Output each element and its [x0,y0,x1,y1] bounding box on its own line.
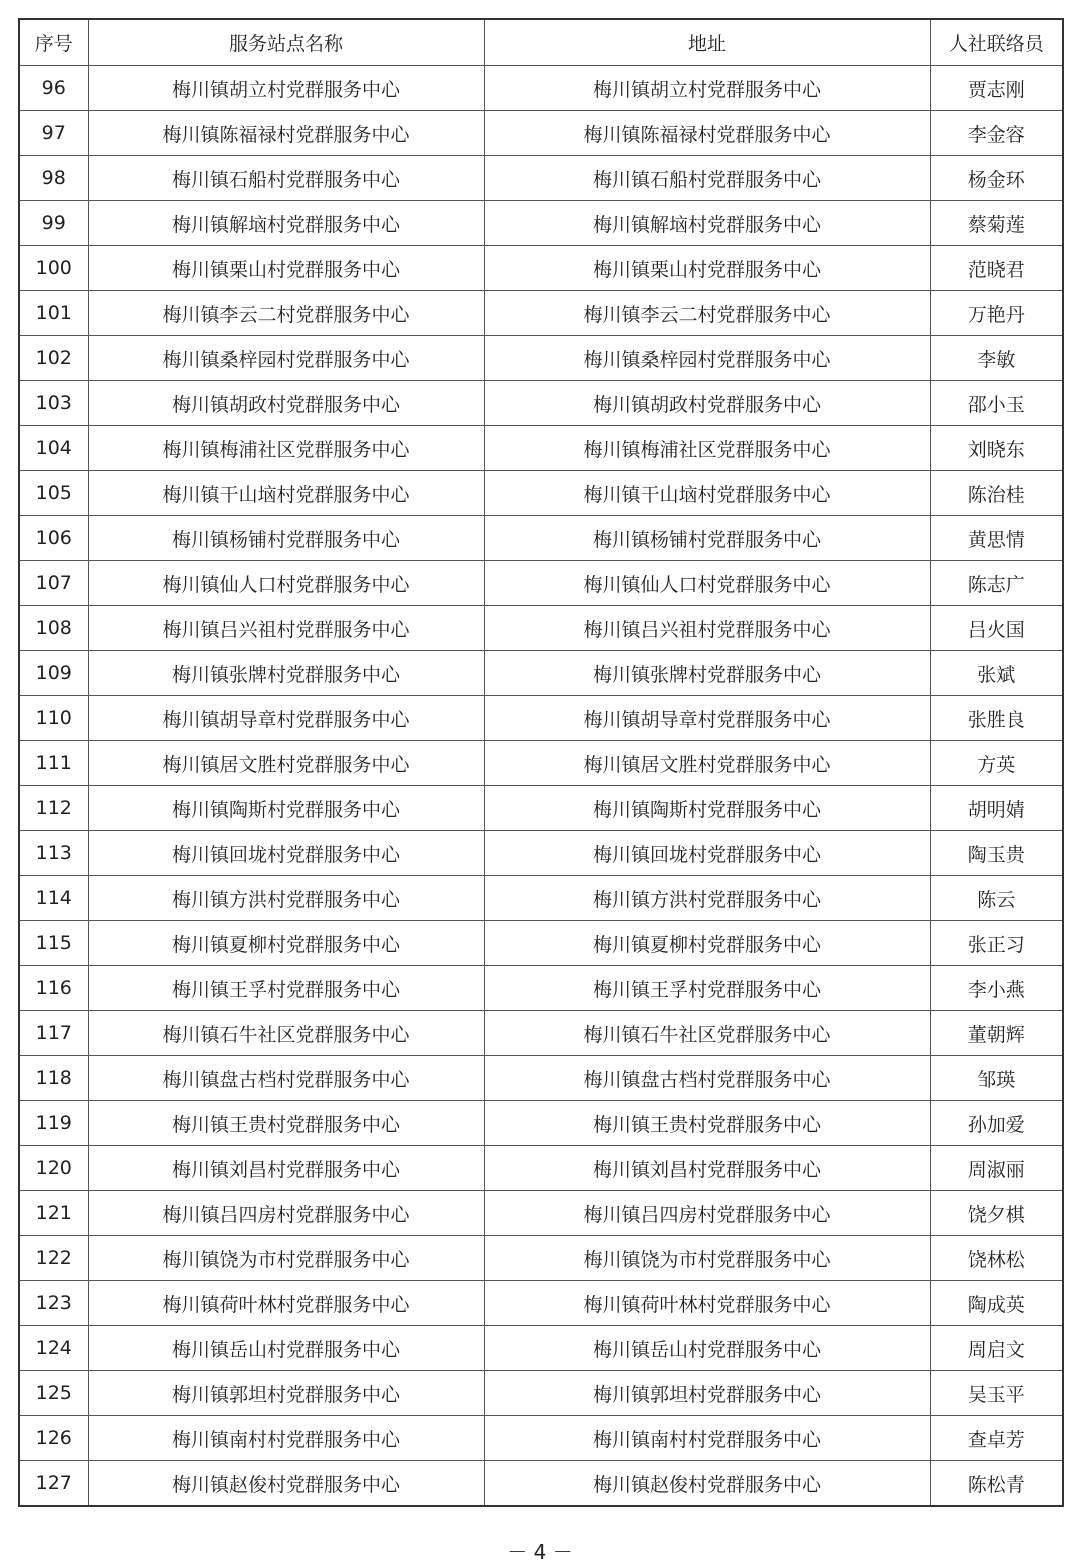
cell-serial-number: 115 [19,921,88,966]
cell-address: 梅川镇陈福禄村党群服务中心 [484,111,930,156]
cell-hr-contact: 李敏 [930,336,1063,381]
cell-hr-contact: 张正习 [930,921,1063,966]
table-row [19,1191,1063,1236]
cell-station-name: 梅川镇陈福禄村党群服务中心 [88,111,484,156]
table-row [19,336,1063,381]
cell-address: 梅川镇李云二村党群服务中心 [484,291,930,336]
cell-station-name: 梅川镇杨铺村党群服务中心 [88,516,484,561]
cell-serial-number: 109 [19,651,88,696]
cell-hr-contact: 吴玉平 [930,1371,1063,1416]
cell-address: 梅川镇胡导章村党群服务中心 [484,696,930,741]
table-row [19,381,1063,426]
cell-address: 梅川镇胡立村党群服务中心 [484,66,930,111]
cell-hr-contact: 邹瑛 [930,1056,1063,1101]
cell-address: 梅川镇桑梓园村党群服务中心 [484,336,930,381]
cell-hr-contact: 陶成英 [930,1281,1063,1326]
cell-serial-number: 103 [19,381,88,426]
cell-serial-number: 101 [19,291,88,336]
cell-station-name: 梅川镇干山垴村党群服务中心 [88,471,484,516]
cell-hr-contact: 查卓芳 [930,1416,1063,1461]
cell-hr-contact: 方英 [930,741,1063,786]
cell-address: 梅川镇王贵村党群服务中心 [484,1101,930,1146]
cell-address: 梅川镇解垴村党群服务中心 [484,201,930,246]
cell-serial-number: 106 [19,516,88,561]
cell-serial-number: 102 [19,336,88,381]
cell-station-name: 梅川镇回垅村党群服务中心 [88,831,484,876]
table-row [19,966,1063,1011]
table-row [19,561,1063,606]
cell-address: 梅川镇赵俊村党群服务中心 [484,1461,930,1507]
table-row [19,426,1063,471]
table-row [19,516,1063,561]
cell-hr-contact: 杨金环 [930,156,1063,201]
table-row [19,1326,1063,1371]
cell-station-name: 梅川镇梅浦社区党群服务中心 [88,426,484,471]
cell-hr-contact: 蔡菊莲 [930,201,1063,246]
cell-address: 梅川镇南村村党群服务中心 [484,1416,930,1461]
cell-hr-contact: 万艳丹 [930,291,1063,336]
cell-station-name: 梅川镇胡政村党群服务中心 [88,381,484,426]
cell-hr-contact: 胡明婧 [930,786,1063,831]
cell-serial-number: 107 [19,561,88,606]
cell-hr-contact: 吕火国 [930,606,1063,651]
cell-serial-number: 119 [19,1101,88,1146]
cell-station-name: 梅川镇居文胜村党群服务中心 [88,741,484,786]
cell-serial-number: 118 [19,1056,88,1101]
header-serial-number: 序号 [19,19,88,66]
cell-station-name: 梅川镇桑梓园村党群服务中心 [88,336,484,381]
table-row [19,741,1063,786]
cell-serial-number: 110 [19,696,88,741]
cell-hr-contact: 李金容 [930,111,1063,156]
cell-address: 梅川镇方洪村党群服务中心 [484,876,930,921]
table-row [19,651,1063,696]
cell-address: 梅川镇仙人口村党群服务中心 [484,561,930,606]
cell-station-name: 梅川镇岳山村党群服务中心 [88,1326,484,1371]
cell-station-name: 梅川镇饶为市村党群服务中心 [88,1236,484,1281]
cell-hr-contact: 贾志刚 [930,66,1063,111]
cell-serial-number: 121 [19,1191,88,1236]
cell-hr-contact: 周启文 [930,1326,1063,1371]
cell-station-name: 梅川镇刘昌村党群服务中心 [88,1146,484,1191]
cell-address: 梅川镇胡政村党群服务中心 [484,381,930,426]
cell-serial-number: 98 [19,156,88,201]
cell-address: 梅川镇刘昌村党群服务中心 [484,1146,930,1191]
table-row [19,1056,1063,1101]
cell-hr-contact: 陈治桂 [930,471,1063,516]
table-row [19,66,1063,111]
cell-serial-number: 99 [19,201,88,246]
table-row [19,1416,1063,1461]
cell-serial-number: 105 [19,471,88,516]
cell-serial-number: 122 [19,1236,88,1281]
table-body [19,66,1063,1507]
cell-hr-contact: 黄思情 [930,516,1063,561]
table-row [19,1461,1063,1507]
table-row [19,1101,1063,1146]
cell-hr-contact: 饶林松 [930,1236,1063,1281]
page-number: － 4 － [507,1540,573,1564]
cell-address: 梅川镇王孚村党群服务中心 [484,966,930,1011]
cell-address: 梅川镇吕四房村党群服务中心 [484,1191,930,1236]
service-station-table [18,18,1064,1507]
cell-station-name: 梅川镇陶斯村党群服务中心 [88,786,484,831]
cell-station-name: 梅川镇王孚村党群服务中心 [88,966,484,1011]
cell-address: 梅川镇饶为市村党群服务中心 [484,1236,930,1281]
cell-station-name: 梅川镇吕四房村党群服务中心 [88,1191,484,1236]
cell-hr-contact: 张斌 [930,651,1063,696]
table-row [19,1236,1063,1281]
cell-station-name: 梅川镇南村村党群服务中心 [88,1416,484,1461]
cell-hr-contact: 陈志广 [930,561,1063,606]
cell-address: 梅川镇杨铺村党群服务中心 [484,516,930,561]
cell-serial-number: 126 [19,1416,88,1461]
table-header-row [19,19,1063,66]
cell-serial-number: 123 [19,1281,88,1326]
cell-serial-number: 117 [19,1011,88,1056]
table-row [19,1281,1063,1326]
table-row [19,246,1063,291]
table-row [19,786,1063,831]
cell-station-name: 梅川镇吕兴祖村党群服务中心 [88,606,484,651]
cell-address: 梅川镇吕兴祖村党群服务中心 [484,606,930,651]
cell-hr-contact: 张胜良 [930,696,1063,741]
table-row [19,291,1063,336]
cell-station-name: 梅川镇解垴村党群服务中心 [88,201,484,246]
table-row [19,156,1063,201]
table-row [19,1371,1063,1416]
cell-address: 梅川镇郭坦村党群服务中心 [484,1371,930,1416]
table-row [19,201,1063,246]
table-row [19,606,1063,651]
cell-address: 梅川镇盘古档村党群服务中心 [484,1056,930,1101]
table-row [19,696,1063,741]
cell-station-name: 梅川镇李云二村党群服务中心 [88,291,484,336]
cell-hr-contact: 陈云 [930,876,1063,921]
cell-serial-number: 127 [19,1461,88,1507]
cell-station-name: 梅川镇胡导章村党群服务中心 [88,696,484,741]
cell-address: 梅川镇干山垴村党群服务中心 [484,471,930,516]
cell-address: 梅川镇陶斯村党群服务中心 [484,786,930,831]
cell-station-name: 梅川镇盘古档村党群服务中心 [88,1056,484,1101]
cell-address: 梅川镇梅浦社区党群服务中心 [484,426,930,471]
cell-serial-number: 97 [19,111,88,156]
cell-address: 梅川镇岳山村党群服务中心 [484,1326,930,1371]
cell-hr-contact: 陈松青 [930,1461,1063,1507]
cell-address: 梅川镇石船村党群服务中心 [484,156,930,201]
cell-station-name: 梅川镇石牛社区党群服务中心 [88,1011,484,1056]
table-row [19,1146,1063,1191]
cell-serial-number: 113 [19,831,88,876]
cell-station-name: 梅川镇石船村党群服务中心 [88,156,484,201]
table-row [19,1011,1063,1056]
cell-serial-number: 120 [19,1146,88,1191]
cell-serial-number: 112 [19,786,88,831]
cell-address: 梅川镇回垅村党群服务中心 [484,831,930,876]
table-header [19,19,1063,66]
cell-serial-number: 125 [19,1371,88,1416]
cell-station-name: 梅川镇仙人口村党群服务中心 [88,561,484,606]
cell-station-name: 梅川镇夏柳村党群服务中心 [88,921,484,966]
table-row [19,471,1063,516]
cell-hr-contact: 刘晓东 [930,426,1063,471]
header-address: 地址 [484,19,930,66]
header-station-name: 服务站点名称 [88,19,484,66]
cell-serial-number: 114 [19,876,88,921]
cell-station-name: 梅川镇赵俊村党群服务中心 [88,1461,484,1507]
table-row [19,876,1063,921]
cell-hr-contact: 李小燕 [930,966,1063,1011]
cell-station-name: 梅川镇张牌村党群服务中心 [88,651,484,696]
cell-hr-contact: 饶夕棋 [930,1191,1063,1236]
cell-hr-contact: 陶玉贵 [930,831,1063,876]
cell-station-name: 梅川镇胡立村党群服务中心 [88,66,484,111]
cell-address: 梅川镇居文胜村党群服务中心 [484,741,930,786]
cell-station-name: 梅川镇方洪村党群服务中心 [88,876,484,921]
cell-serial-number: 111 [19,741,88,786]
header-hr-contact: 人社联络员 [930,19,1063,66]
cell-hr-contact: 孙加爱 [930,1101,1063,1146]
cell-serial-number: 116 [19,966,88,1011]
cell-station-name: 梅川镇荷叶林村党群服务中心 [88,1281,484,1326]
cell-station-name: 梅川镇王贵村党群服务中心 [88,1101,484,1146]
cell-address: 梅川镇夏柳村党群服务中心 [484,921,930,966]
cell-address: 梅川镇张牌村党群服务中心 [484,651,930,696]
cell-serial-number: 104 [19,426,88,471]
cell-serial-number: 96 [19,66,88,111]
cell-hr-contact: 周淑丽 [930,1146,1063,1191]
cell-hr-contact: 董朝辉 [930,1011,1063,1056]
cell-serial-number: 108 [19,606,88,651]
cell-hr-contact: 邵小玉 [930,381,1063,426]
table-row [19,111,1063,156]
cell-serial-number: 100 [19,246,88,291]
cell-address: 梅川镇栗山村党群服务中心 [484,246,930,291]
cell-address: 梅川镇荷叶林村党群服务中心 [484,1281,930,1326]
table-row [19,831,1063,876]
cell-station-name: 梅川镇栗山村党群服务中心 [88,246,484,291]
cell-station-name: 梅川镇郭坦村党群服务中心 [88,1371,484,1416]
cell-serial-number: 124 [19,1326,88,1371]
table-row [19,921,1063,966]
cell-address: 梅川镇石牛社区党群服务中心 [484,1011,930,1056]
cell-hr-contact: 范晓君 [930,246,1063,291]
